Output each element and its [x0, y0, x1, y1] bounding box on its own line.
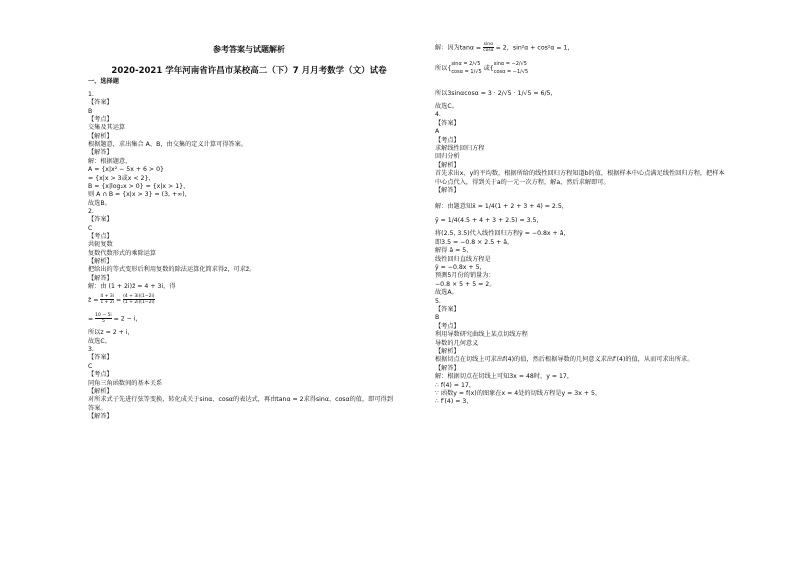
text-line: 解：由 (1 + 2i)z̄ = 4 + 3i，得 [88, 283, 176, 291]
text-line: ȳ = 1/4(4.5 + 4 + 3 + 2.5) = 3.5， [435, 217, 543, 225]
denominator: (1 + 2i)(1−2i) [123, 300, 155, 306]
numerator: sinα [483, 42, 494, 47]
left-column [88, 0, 410, 562]
text-line: 复数代数形式的乘除运算 [88, 249, 157, 257]
text-line: 中心点代入，得到关于a的一元一次方程，解a，然后求解即可。 [435, 178, 610, 186]
numerator: 4 + 3i [100, 294, 114, 300]
text-line: 【解析】 [88, 132, 113, 140]
text-line: 【答案】 [88, 354, 113, 362]
denominator: 1 + 2i [100, 300, 114, 306]
text-line: 【解答】 [88, 274, 113, 282]
equation-line [435, 42, 574, 54]
text-line: 【答案】 [435, 306, 460, 313]
text-line: 交集及其运算 [88, 124, 126, 132]
system-line [435, 60, 528, 80]
denominator: 5 [101, 319, 105, 325]
text-line: A = {x|x² − 5x + 6 > 0} [88, 166, 164, 174]
text-line: 【解答】 [435, 364, 460, 372]
text-line: 【考点】 [435, 136, 460, 144]
eq-rhs: = 2 − i， [111, 315, 142, 323]
numerator: (4 + 3i)(1−2i) [123, 294, 155, 300]
text-line: 则 A ∩ B = {x|x > 3} = (3, +∞)， [88, 191, 191, 199]
text-line: 将(2.5, 3.5)代入线性回归方程ŷ = −0.8x + â， [435, 230, 570, 238]
right-column [435, 0, 773, 562]
text-line: 同角三角函数间的基本关系 [88, 379, 163, 387]
text-line: 【答案】 [88, 216, 113, 224]
text-line: −0.8 × 5 + 5 = 2。 [435, 280, 496, 288]
fraction [483, 42, 494, 53]
text-line: 解：根据切点在切线上可知3x = 48时，y = 17， [435, 373, 574, 381]
text-line: 故选C。 [435, 103, 458, 110]
text-line: 求解线性回归方程 [435, 145, 485, 152]
text-line: 答案。 [88, 404, 107, 412]
text-line: B [435, 314, 440, 322]
exam-title: 2020-2021 学年河南省许昌市某校高二（下）7 月月考数学（文）试卷 [111, 66, 387, 76]
sys-mid: 或 [481, 65, 490, 72]
text-line: 所以z = 2 + i， [88, 329, 134, 337]
text-line: 预测5月份的销量为： [435, 272, 495, 280]
text-line: 解：根据题意， [88, 157, 132, 165]
text-line: 【答案】 [435, 119, 460, 127]
eq-equals: = [113, 296, 124, 304]
sys-pre: 所以 [435, 65, 448, 72]
brace-glyph: { [447, 65, 452, 72]
system-b-row1: sinα = −2/√5 [493, 61, 527, 67]
section-heading: 一、选择题 [88, 78, 119, 85]
system-a-row2: cosα = 1/√5 [451, 69, 482, 75]
system-b [494, 60, 529, 76]
brace-glyph: { [489, 65, 494, 72]
fraction [123, 294, 154, 305]
text-line: 【解析】 [435, 348, 460, 355]
equation-line [88, 294, 155, 306]
text-line: 【解答】 [88, 149, 113, 157]
text-line: B = {x|log₂x > 0} = {x|x > 1}， [88, 182, 190, 190]
text-line: 回归分析 [435, 153, 460, 161]
eq-lhs: z̄ = [88, 296, 101, 304]
text-line: 【解析】 [435, 161, 460, 169]
text-line: 【考点】 [435, 322, 460, 330]
text-line: 【解答】 [88, 412, 113, 420]
eq-lhs: = [88, 315, 96, 323]
text-line: 线性回归直线方程是 [435, 255, 491, 263]
system-a-row1: sinα = 2/√5 [451, 61, 481, 67]
text-line: C [88, 362, 93, 370]
text-line: 5. [435, 297, 441, 305]
text-line: 【答案】 [88, 99, 113, 107]
text-line: 故选C。 [88, 337, 111, 345]
text-line: 根据切点在切线上可求出f(4)的值，然后根据导数的几何意义求出f′(4)的值，从而可求出所求。 [435, 356, 694, 364]
text-line: = {x|x > 3或x < 2}， [88, 174, 155, 182]
denominator: cosα [483, 48, 494, 53]
text-line: 故选B。 [88, 199, 111, 207]
text-line: 【解析】 [88, 387, 113, 395]
text-line: ∵ 函数y = f(x)的图象在x = 4处的切线方程是y = 3x + 5， [435, 390, 602, 397]
eq-pre: 解：因为tanα = [435, 44, 484, 52]
text-line: 把给出的等式变形后利用复数的除法运算化简求得z，可求z̄。 [88, 266, 256, 274]
text-line: 对所求式子先进行弦等变换，转化成关于sinα、cosα的表达式，再由tanα = 2求得sinα、cosα的值，即可得到 [88, 396, 393, 404]
text-line: ŷ = −0.8x + 5， [435, 264, 486, 271]
text-line: ∴ f′(4) = 3， [435, 398, 473, 406]
text-line: 【考点】 [88, 116, 113, 124]
system-a [451, 60, 481, 76]
text-line: 所以3sinαcosα = 3 · 2/√5 · 1/√5 = 6/5， [435, 90, 557, 97]
text-line: 4. [435, 111, 441, 119]
numerator: 10 − 5i [95, 313, 112, 319]
text-line: 【解答】 [435, 187, 460, 194]
text-line: 2. [88, 207, 94, 215]
text-line: 利用导数研究曲线上某点切线方程 [435, 331, 528, 339]
text-line: 【解析】 [88, 258, 113, 265]
text-line: 故选A。 [435, 289, 458, 297]
equation-line [88, 313, 142, 325]
fraction [95, 313, 111, 324]
text-line: 【考点】 [88, 232, 113, 240]
text-line: 1. [88, 91, 94, 98]
doc-heading: 参考答案与试题解析 [213, 45, 285, 54]
text-line: 根据题意，求出集合 A、B，由交集的定义计算可得答案。 [88, 141, 247, 149]
text-line: 解得 â = 5， [435, 247, 473, 255]
text-line: 共轭复数 [88, 241, 113, 249]
text-line: B [88, 107, 93, 115]
text-line: 解：由题意知x̄ = 1/4(1 + 2 + 3 + 4) = 2.5， [435, 203, 568, 211]
system-b-row2: cosα = −1/√5 [493, 69, 529, 75]
text-line: 【考点】 [88, 371, 113, 379]
text-line: 即3.5 = −0.8 × 2.5 + â， [435, 238, 514, 246]
text-line: 首先求出x、y的平均数，根据所给的线性回归方程知道b的值，根据样本中心点满足线性回归方程，把样本 [435, 170, 725, 178]
text-line: 3. [88, 346, 94, 354]
fraction [100, 294, 114, 305]
text-line: ∴ f(4) = 17， [435, 381, 476, 389]
text-line: C [88, 224, 93, 232]
text-line: A [435, 128, 440, 136]
eq-post: = 2，sin²α + cos²α = 1， [493, 44, 574, 52]
text-line: 导数的几何意义 [435, 339, 479, 347]
